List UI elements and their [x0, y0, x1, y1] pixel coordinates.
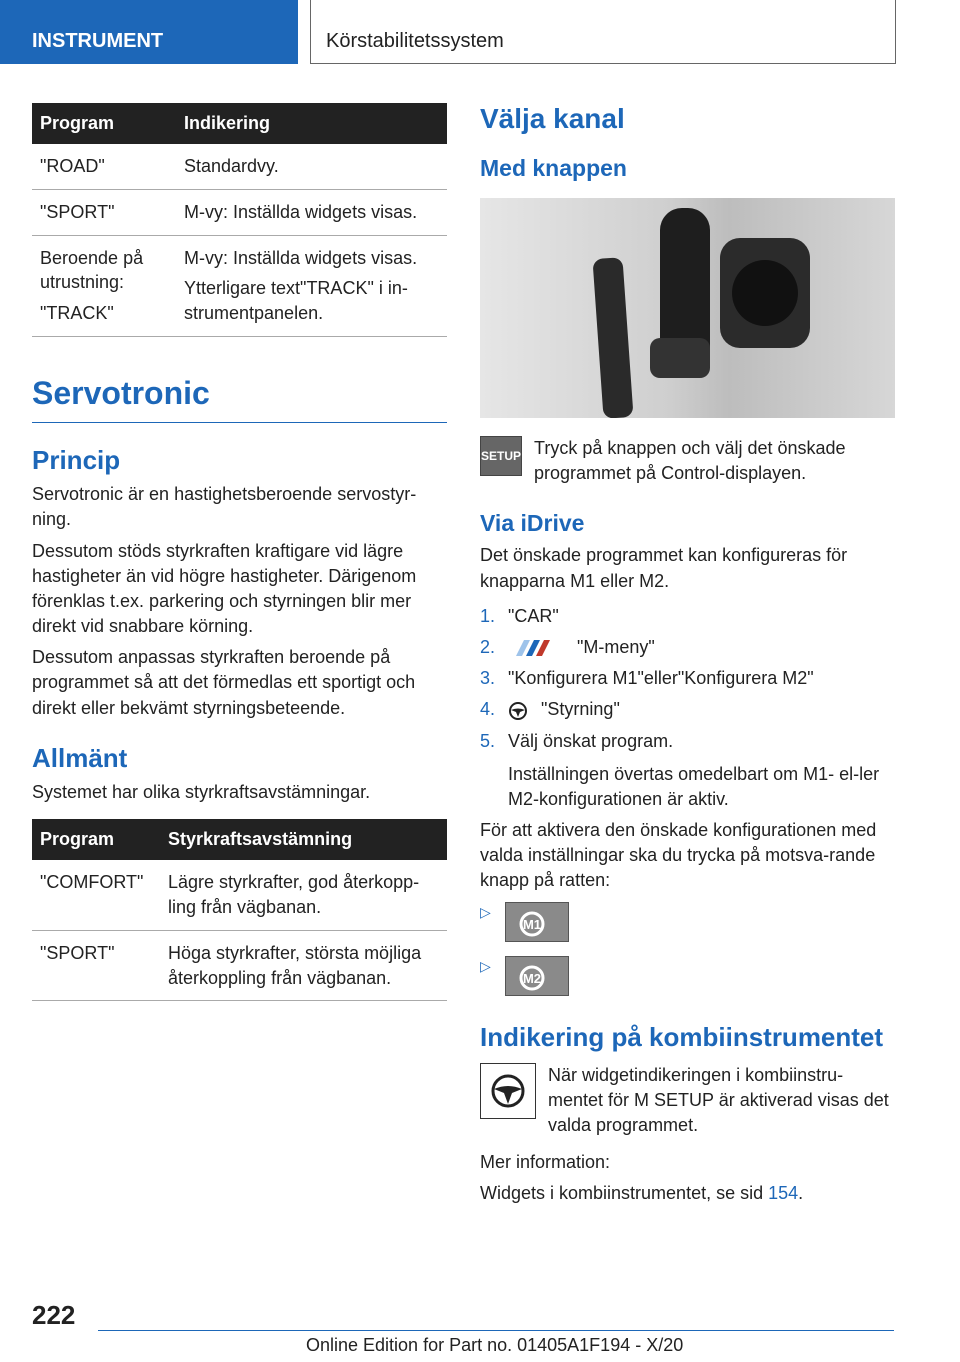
more-info-reference	[480, 1181, 896, 1206]
step-note: Inställningen övertas omedelbart om M1- el-ler M2-konfigurationen är aktiv.	[508, 763, 880, 809]
step-text: Välj önskat program.	[508, 730, 674, 751]
footer-edition: Online Edition for Part no. 01405A1F194 - X/20	[306, 1335, 684, 1355]
chapter-title: Körstabilitetssystem	[326, 30, 504, 52]
m2-row	[480, 956, 896, 996]
table-cell-tuning: Höga styrkrafter, största möjliga återkoppling från vägbanan.	[160, 930, 447, 1001]
m1-button-icon	[505, 902, 569, 942]
steering-wheel-icon	[480, 1063, 536, 1119]
table-cell-indication	[176, 235, 447, 336]
m2-label: M2	[522, 970, 541, 986]
bullet-triangle-icon: ▷	[480, 957, 491, 974]
table-row	[32, 235, 447, 336]
page-header	[0, 0, 960, 64]
cell-text: Ytterligare text"TRACK" i in-strumentpanelen.	[184, 278, 408, 324]
indication-row	[480, 1063, 896, 1139]
left-column	[32, 103, 447, 1001]
table-cell-indication	[176, 189, 447, 235]
step-number: 5.	[480, 730, 496, 751]
m1-label: M1	[522, 916, 541, 932]
list-item	[480, 604, 896, 629]
steering-table	[32, 819, 447, 1001]
setup-text: Tryck på knappen och välj det önskade programmet på Control-displayen.	[534, 438, 846, 484]
header-divider	[310, 0, 311, 64]
table-cell-program: "SPORT"	[32, 930, 160, 1001]
table-header-indication: Indikering	[176, 103, 447, 144]
table-header-program: Program	[32, 103, 176, 144]
setup-button-icon: SETUP	[480, 436, 522, 476]
activate-paragraph: För att aktivera den önskade konfigurationen med valda inställningar ska du trycka på motsva-rande knapp på ratten:	[480, 820, 877, 891]
header-rule-end	[895, 0, 896, 64]
indication-heading: Indikering på kombiinstrumentet	[480, 1021, 884, 1052]
indication-table	[32, 103, 447, 337]
general-heading: Allmänt	[32, 742, 128, 773]
select-channel-heading: Välja kanal	[480, 103, 625, 134]
step-number: 4.	[480, 699, 496, 720]
step-text: "M-meny"	[577, 636, 655, 657]
indication-paragraph: När widgetindikeringen i kombiinstru-mentet för M SETUP är aktiverad visas det valda programmet.	[548, 1064, 889, 1135]
idrive-paragraph: Det önskade programmet kan konfigureras för knapparna M1 eller M2.	[480, 545, 848, 591]
principle-heading: Princip	[32, 445, 121, 476]
m1-row	[480, 902, 896, 942]
steering-wheel-icon	[508, 701, 528, 721]
step-text: "CAR"	[508, 605, 559, 626]
cell-text: Standardvy.	[184, 156, 279, 176]
reference-text: Widgets i kombiinstrumentet, se sid	[480, 1183, 769, 1204]
table-cell-indication	[176, 144, 447, 189]
cell-text: M-vy: Inställda widgets visas.	[184, 247, 418, 268]
idrive-heading: Via iDrive	[480, 510, 585, 537]
step-text: "Styrning"	[541, 699, 620, 720]
principle-paragraph: Dessutom stöds styrkraften kraftigare vid lägre hastigheter än vid högre hastigheter. Därigenom förenklas t.ex. parkering och styrningen blir mer direkt vid snabbare körning.	[32, 540, 417, 637]
center-console-photo	[480, 198, 895, 418]
header-rule	[310, 63, 896, 64]
list-item	[480, 635, 896, 660]
general-paragraph: Systemet har olika styrkraftsavstämningar.	[32, 781, 371, 802]
idrive-knob	[732, 260, 798, 326]
step-number: 2.	[480, 636, 496, 657]
section-title: INSTRUMENT	[0, 0, 298, 64]
page-link[interactable]: 154	[768, 1183, 799, 1204]
table-row	[32, 930, 447, 1001]
table-header-tuning: Styrkraftsavstämning	[160, 819, 447, 860]
m-stripes-icon	[508, 640, 564, 656]
table-header-row	[32, 103, 447, 144]
with-button-heading: Med knappen	[480, 155, 627, 181]
right-column	[480, 103, 896, 1207]
cell-text: "SPORT"	[40, 201, 115, 222]
m2-button-icon	[505, 956, 569, 996]
table-row	[32, 189, 447, 235]
more-info-label: Mer information:	[480, 1152, 611, 1173]
table-header-program: Program	[32, 819, 160, 860]
table-cell-program	[32, 235, 176, 336]
table-header-row	[32, 819, 447, 860]
cell-text: Beroende på utrustning:	[40, 247, 144, 293]
table-row	[32, 860, 447, 930]
page-number: 222	[32, 1300, 76, 1330]
cell-text: "TRACK"	[40, 303, 114, 324]
table-cell-program: "COMFORT"	[32, 860, 160, 930]
list-item	[480, 729, 896, 813]
list-item	[480, 697, 896, 722]
step-text: "Konfigurera M1"eller"Konfigurera M2"	[508, 668, 814, 689]
servotronic-heading: Servotronic	[32, 375, 447, 423]
table-cell-program	[32, 189, 176, 235]
table-cell-program	[32, 144, 176, 189]
reference-suffix: .	[798, 1183, 804, 1204]
principle-paragraph: Dessutom anpassas styrkraften beroende på programmet så att det förmedlas ett sportigt och direkt eller bekvämt styrningsbeteende.	[32, 647, 416, 718]
footer-rule	[98, 1330, 894, 1331]
step-number: 1.	[480, 605, 496, 626]
cell-text: M-vy: Inställda widgets visas.	[184, 201, 418, 222]
table-row	[32, 144, 447, 189]
cell-text: "ROAD"	[40, 156, 105, 176]
console-strip	[592, 257, 633, 418]
list-item	[480, 666, 896, 691]
bullet-triangle-icon: ▷	[480, 903, 491, 920]
table-cell-tuning: Lägre styrkrafter, god återkopp-ling från vägbanan.	[160, 860, 447, 930]
parking-button	[650, 338, 710, 378]
setup-instruction	[480, 436, 896, 486]
step-number: 3.	[480, 668, 496, 689]
principle-paragraph: Servotronic är en hastighetsberoende servostyr-ning.	[32, 484, 417, 530]
steps-list	[480, 604, 896, 812]
